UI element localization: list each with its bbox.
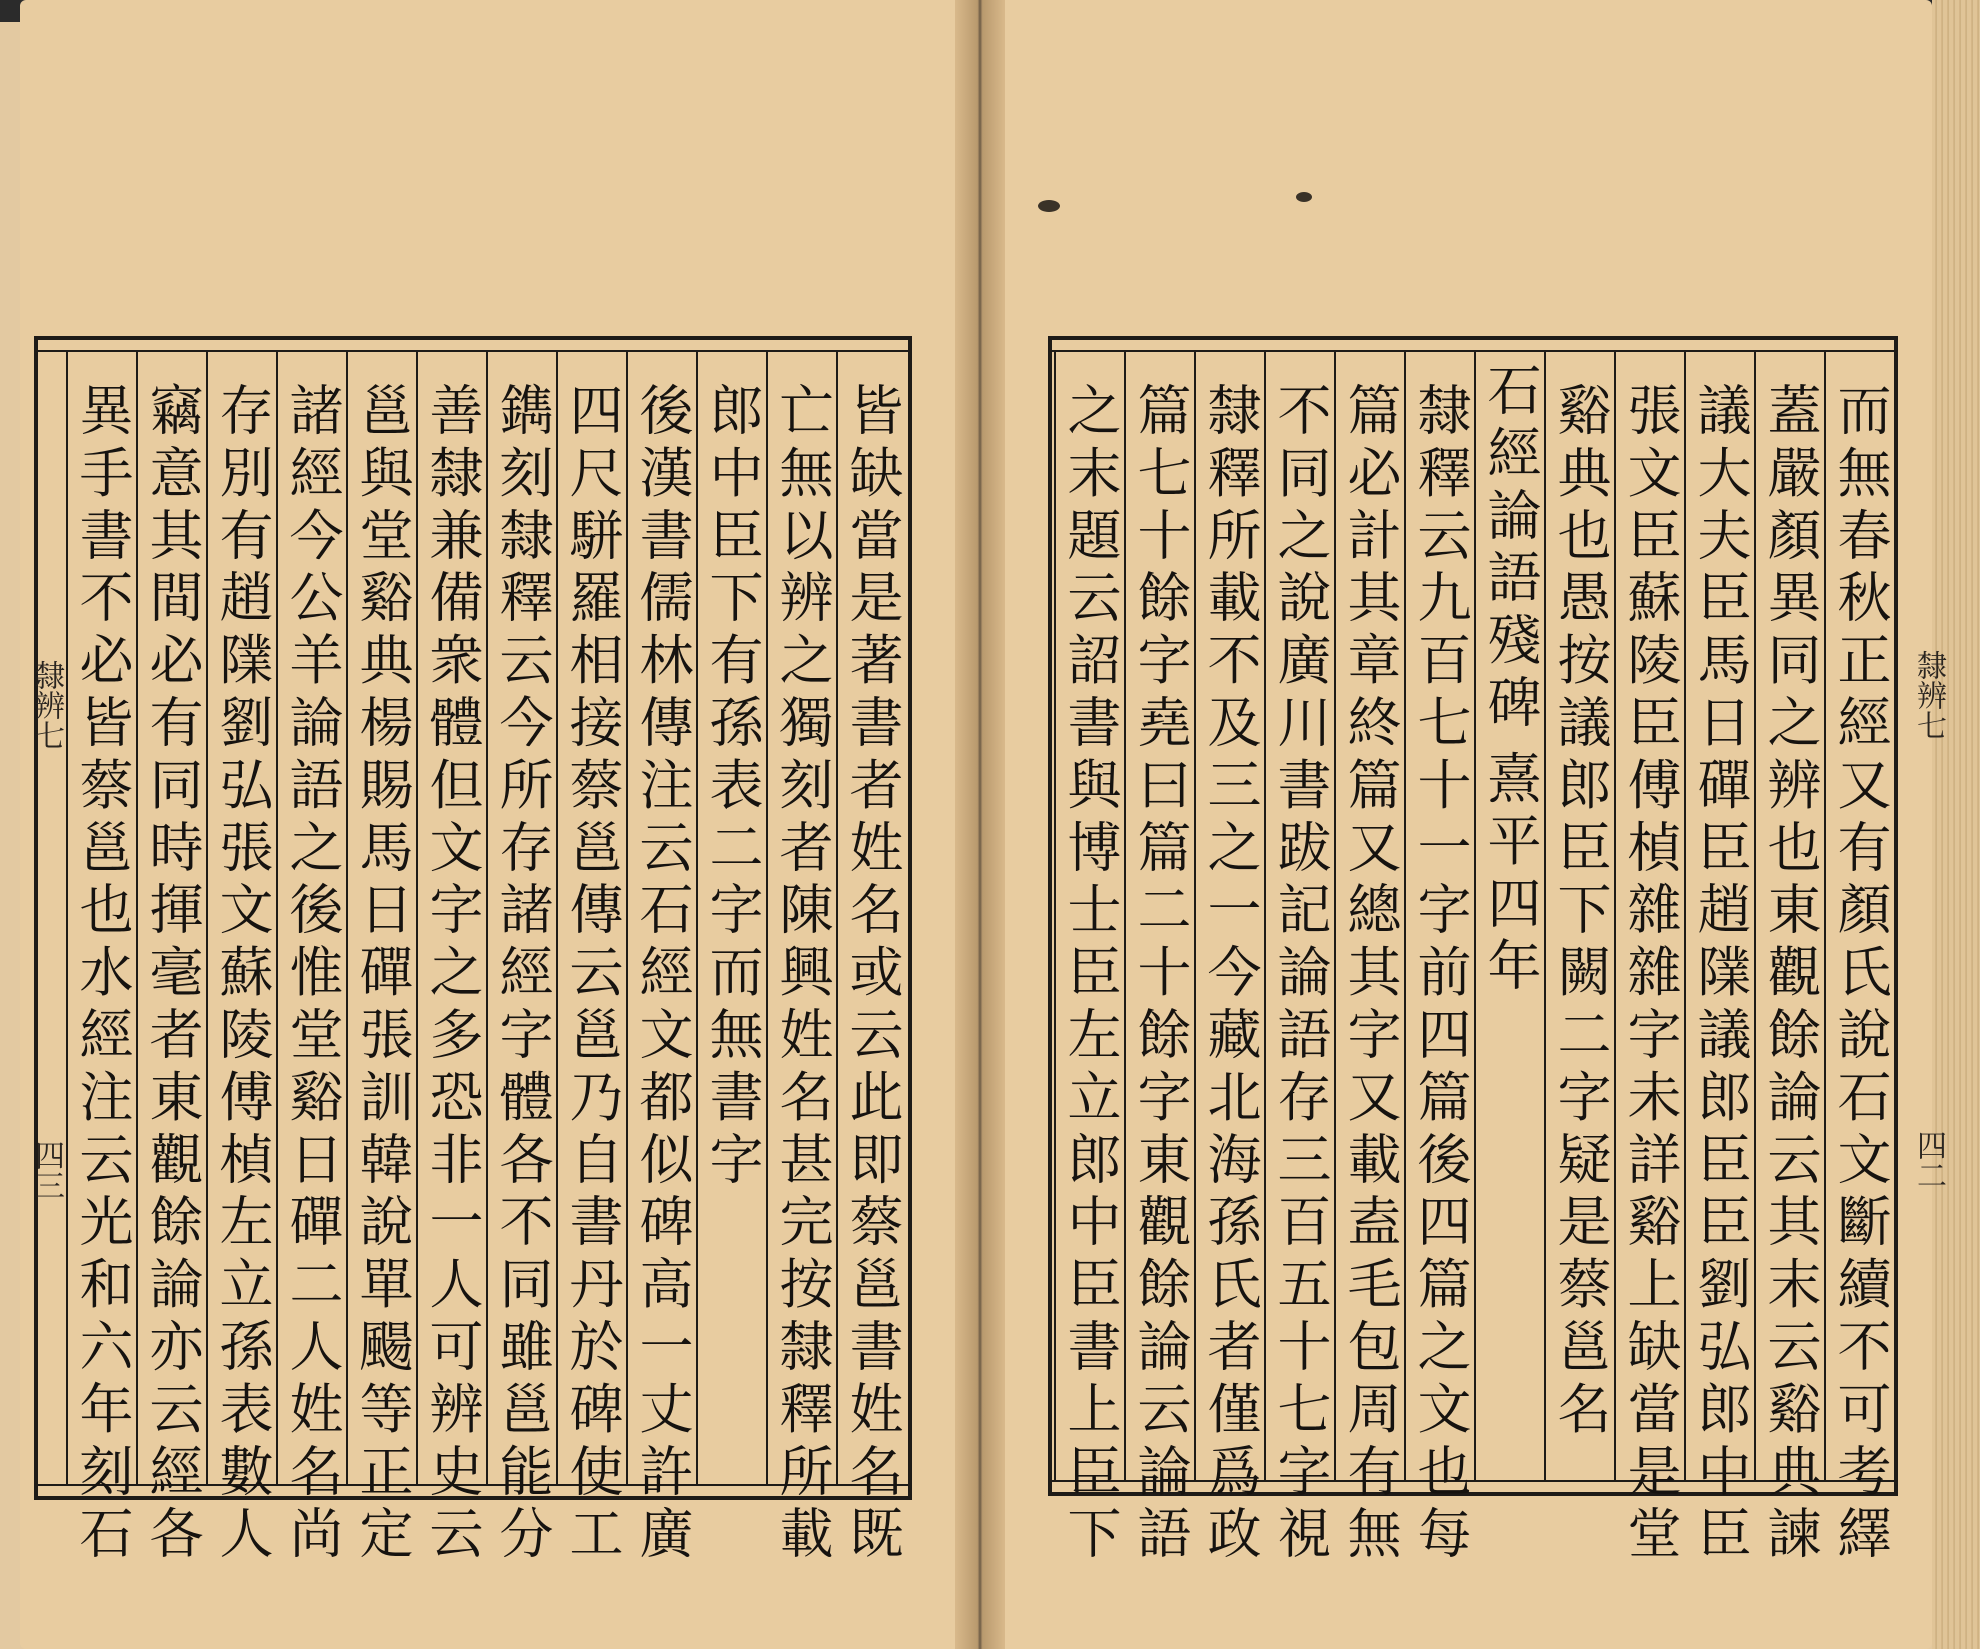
book-gutter [955, 0, 1005, 1649]
text-column [1544, 352, 1614, 1480]
page-edges [1932, 0, 1980, 1649]
text-column [1684, 352, 1754, 1568]
margin-page-number: 四三 [29, 1140, 64, 1200]
column-text: 篇必計其章終篇又總其字又載盍毛包周有無 [1339, 382, 1402, 1568]
left-text-frame [34, 336, 912, 1568]
column-text: 邕與堂谿典楊賜馬日磾張訓韓說單颺等正定 [351, 382, 414, 1568]
column-text: 四尺駢羅相接蔡邕傳云邕乃自書丹於碑使工 [561, 382, 624, 1568]
column-text: 諸經今公羊論語之後惟堂谿日磾二人姓名尚 [281, 382, 344, 1568]
column-text: 之末題云詔書與博士臣左立郎中臣書上臣下 [1059, 382, 1122, 1568]
column-text: 後漢書儒林傳注云石經文都似碑高一丈許廣 [631, 382, 694, 1568]
text-column [486, 352, 556, 1568]
margin-title: 隸辨七 [1911, 650, 1946, 740]
margin-title: 隸辨七 [29, 660, 64, 750]
column-text: 張文臣蘇陵臣傅楨雜雜字未詳谿上缺當是堂 [1619, 382, 1682, 1568]
margin-page-number: 四二 [1911, 1130, 1946, 1190]
column-text: 郎中臣下有孫表二字而無書字 [701, 382, 764, 1194]
text-column [836, 352, 906, 1568]
text-column [1194, 352, 1264, 1568]
section-heading: 石經論語殘碑 [1479, 362, 1542, 737]
column-text: 蓋嚴顏異同之辨也東觀餘論云其末云谿典諫 [1759, 382, 1822, 1568]
column-text: 隸釋所載不及三之一今藏北海孫氏者僅爲政 [1199, 382, 1262, 1568]
text-column [556, 352, 626, 1568]
text-column [66, 352, 136, 1568]
text-column [1334, 352, 1404, 1568]
text-column [1404, 352, 1474, 1568]
column-text: 竊意其間必有同時揮毫者東觀餘論亦云經各 [141, 382, 204, 1568]
column-text: 不同之說廣川書跋記論語存三百五十七字視 [1269, 382, 1332, 1568]
text-column [136, 352, 206, 1568]
text-column [1824, 352, 1894, 1568]
text-column [626, 352, 696, 1568]
heading-column [1474, 352, 1544, 1480]
text-column [1614, 352, 1684, 1568]
text-column [346, 352, 416, 1568]
column-text: 而無春秋正經又有顏氏說石文斷續不可考繹 [1829, 382, 1892, 1568]
ink-spot [1038, 200, 1060, 212]
text-column [696, 352, 766, 1484]
column-text: 谿典也愚按議郎臣下闕二字疑是蔡邕名 [1549, 382, 1612, 1443]
text-column [276, 352, 346, 1568]
text-column [766, 352, 836, 1568]
ink-spot [1296, 192, 1312, 202]
heading-date: 熹平四年 [1479, 750, 1542, 1001]
column-text: 議大夫臣馬日磾臣趙䧨議郎臣臣劉弘郎中臣 [1689, 382, 1752, 1568]
text-column [1264, 352, 1334, 1568]
text-column [1754, 352, 1824, 1568]
text-column [206, 352, 276, 1568]
text-column [1054, 352, 1124, 1568]
column-text: 篇七十餘字堯曰篇二十餘字東觀餘論云論語 [1129, 382, 1192, 1568]
text-column [416, 352, 486, 1568]
column-text: 鐫刻隸釋云今所存諸經字體各不同雖邕能分 [491, 382, 554, 1568]
text-column [1124, 352, 1194, 1568]
column-text: 善隸兼備衆體但文字之多恐非一人可辨史云 [421, 382, 484, 1568]
right-text-frame [1048, 336, 1898, 1568]
column-text: 隸釋云九百七十一字前四篇後四篇之文也每 [1409, 382, 1472, 1568]
column-text: 異手書不必皆蔡邕也水經注云光和六年刻石 [71, 382, 134, 1568]
column-text: 存別有趙䧨劉弘張文蘇陵傅楨左立孫表數人 [211, 382, 274, 1568]
column-text: 亡無以辨之獨刻者陳興姓名甚完按隸釋所載 [771, 382, 834, 1568]
column-text: 皆缺當是著書者姓名或云此即蔡邕書姓名既 [841, 382, 904, 1568]
